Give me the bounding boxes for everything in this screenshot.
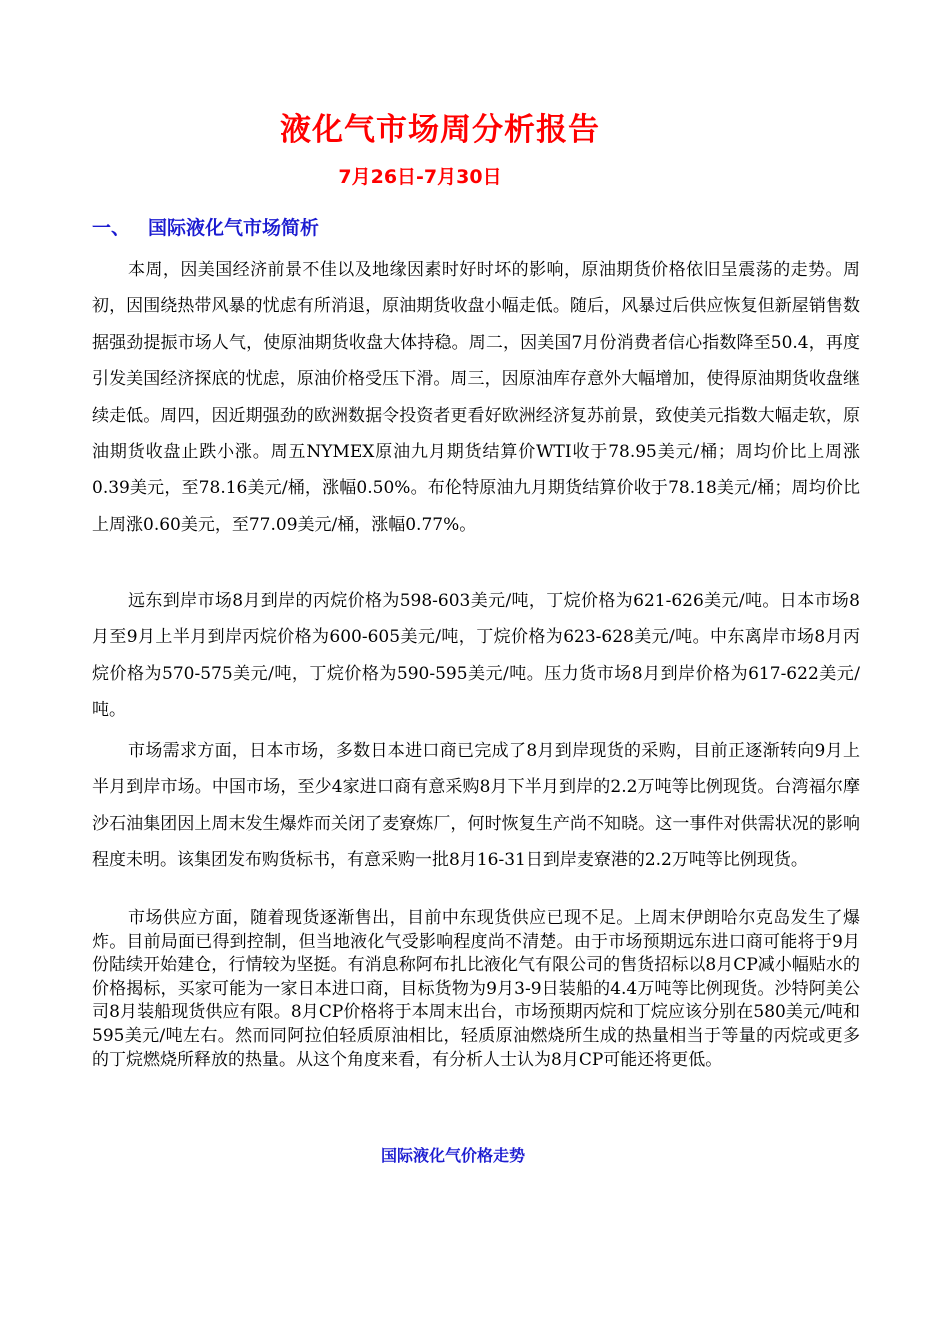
paragraph-market-demand: 市场需求方面，日本市场，多数日本进口商已完成了8月到岸现货的采购，目前正逐渐转向9月上半月到岸市场。中国市场，至少4家进口商有意采购8月下半月到岸的2.2万吨等比例现货。台湾福尔摩沙石油集团因上周末发生爆炸而关闭了麦寮炼厂，何时恢复生产尚不知晓。这一事件对供需状况的影响程度未明。该集团发布购货标书，有意采购一批8月16-31日到岸麦寮港的2.2万吨等比例现货。 [92, 741, 860, 871]
section-number: 一、 [92, 217, 131, 239]
chart-caption: 国际液化气价格走势 [380, 1146, 525, 1165]
paragraph-crude-oil: 本周，因美国经济前景不佳以及地缘因素时好时坏的影响，原油期货价格依旧呈震荡的走势。周初，因围绕热带风暴的忧虑有所消退，原油期货收盘小幅走低。随后，风暴过后供应恢复但新屋销售数据强劲提振市场人气，使原油期货收盘大体持稳。周二，因美国7月份消费者信心指数降至50.4，再度引发美国经济探底的忧虑，原油价格受压下滑。周三，因原油库存意外大幅增加，使得原油期货收盘继续走低。周四，因近期强劲的欧洲数据令投资者更看好欧洲经济复苏前景，致使美元指数大幅走软，原油期货收盘止跌小涨。周五NYMEX原油九月期货结算价WTI收于78.95美元/桶；周均价比上周涨0.39美元，至78.16美元/桶，涨幅0.50%。布伦特原油九月期货结算价收于78.18美元/桶；周均价比上周涨0.60美元，至77.09美元/桶，涨幅0.77%。 [92, 260, 860, 535]
section-heading [92, 213, 319, 240]
paragraph-far-east-prices: 远东到岸市场8月到岸的丙烷价格为598-603美元/吨，丁烷价格为621-626美元/吨。日本市场8月至9月上半月到岸丙烷价格为600-605美元/吨，丁烷价格为623-628美元/吨。中东离岸市场8月丙烷价格为570-575美元/吨，丁烷价格为590-595美元/吨。压力货市场8月到岸价格为617-622美元/吨。 [92, 591, 860, 721]
section-title: 国际液化气市场简析 [148, 217, 320, 239]
paragraph-market-supply: 市场供应方面，随着现货逐渐售出，目前中东现货供应已现不足。上周末伊朗哈尔克岛发生了爆炸。目前局面已得到控制，但当地液化气受影响程度尚不清楚。由于市场预期远东进口商可能将于9月份陆续开始建仓，行情较为坚挺。有消息称阿布扎比液化气有限公司的售货招标以8月CP减小幅贴水的价格揭标，买家可能为一家日本进口商，目标货物为9月3-9日装船的4.4万吨等比例现货。沙特阿美公司8月装船现货供应有限。8月CP价格将于本周末出台，市场预期丙烷和丁烷应该分别在580美元/吨和595美元/吨左右。然而同阿拉伯轻质原油相比，轻质原油燃烧所生成的热量相当于等量的丙烷或更多的丁烷燃烧所释放的热量。从这个角度来看，有分析人士认为8月CP可能还将更低。 [92, 908, 860, 1070]
report-title: 液化气市场周分析报告 [280, 112, 600, 148]
report-date-range: 7月26日-7月30日 [338, 166, 502, 188]
